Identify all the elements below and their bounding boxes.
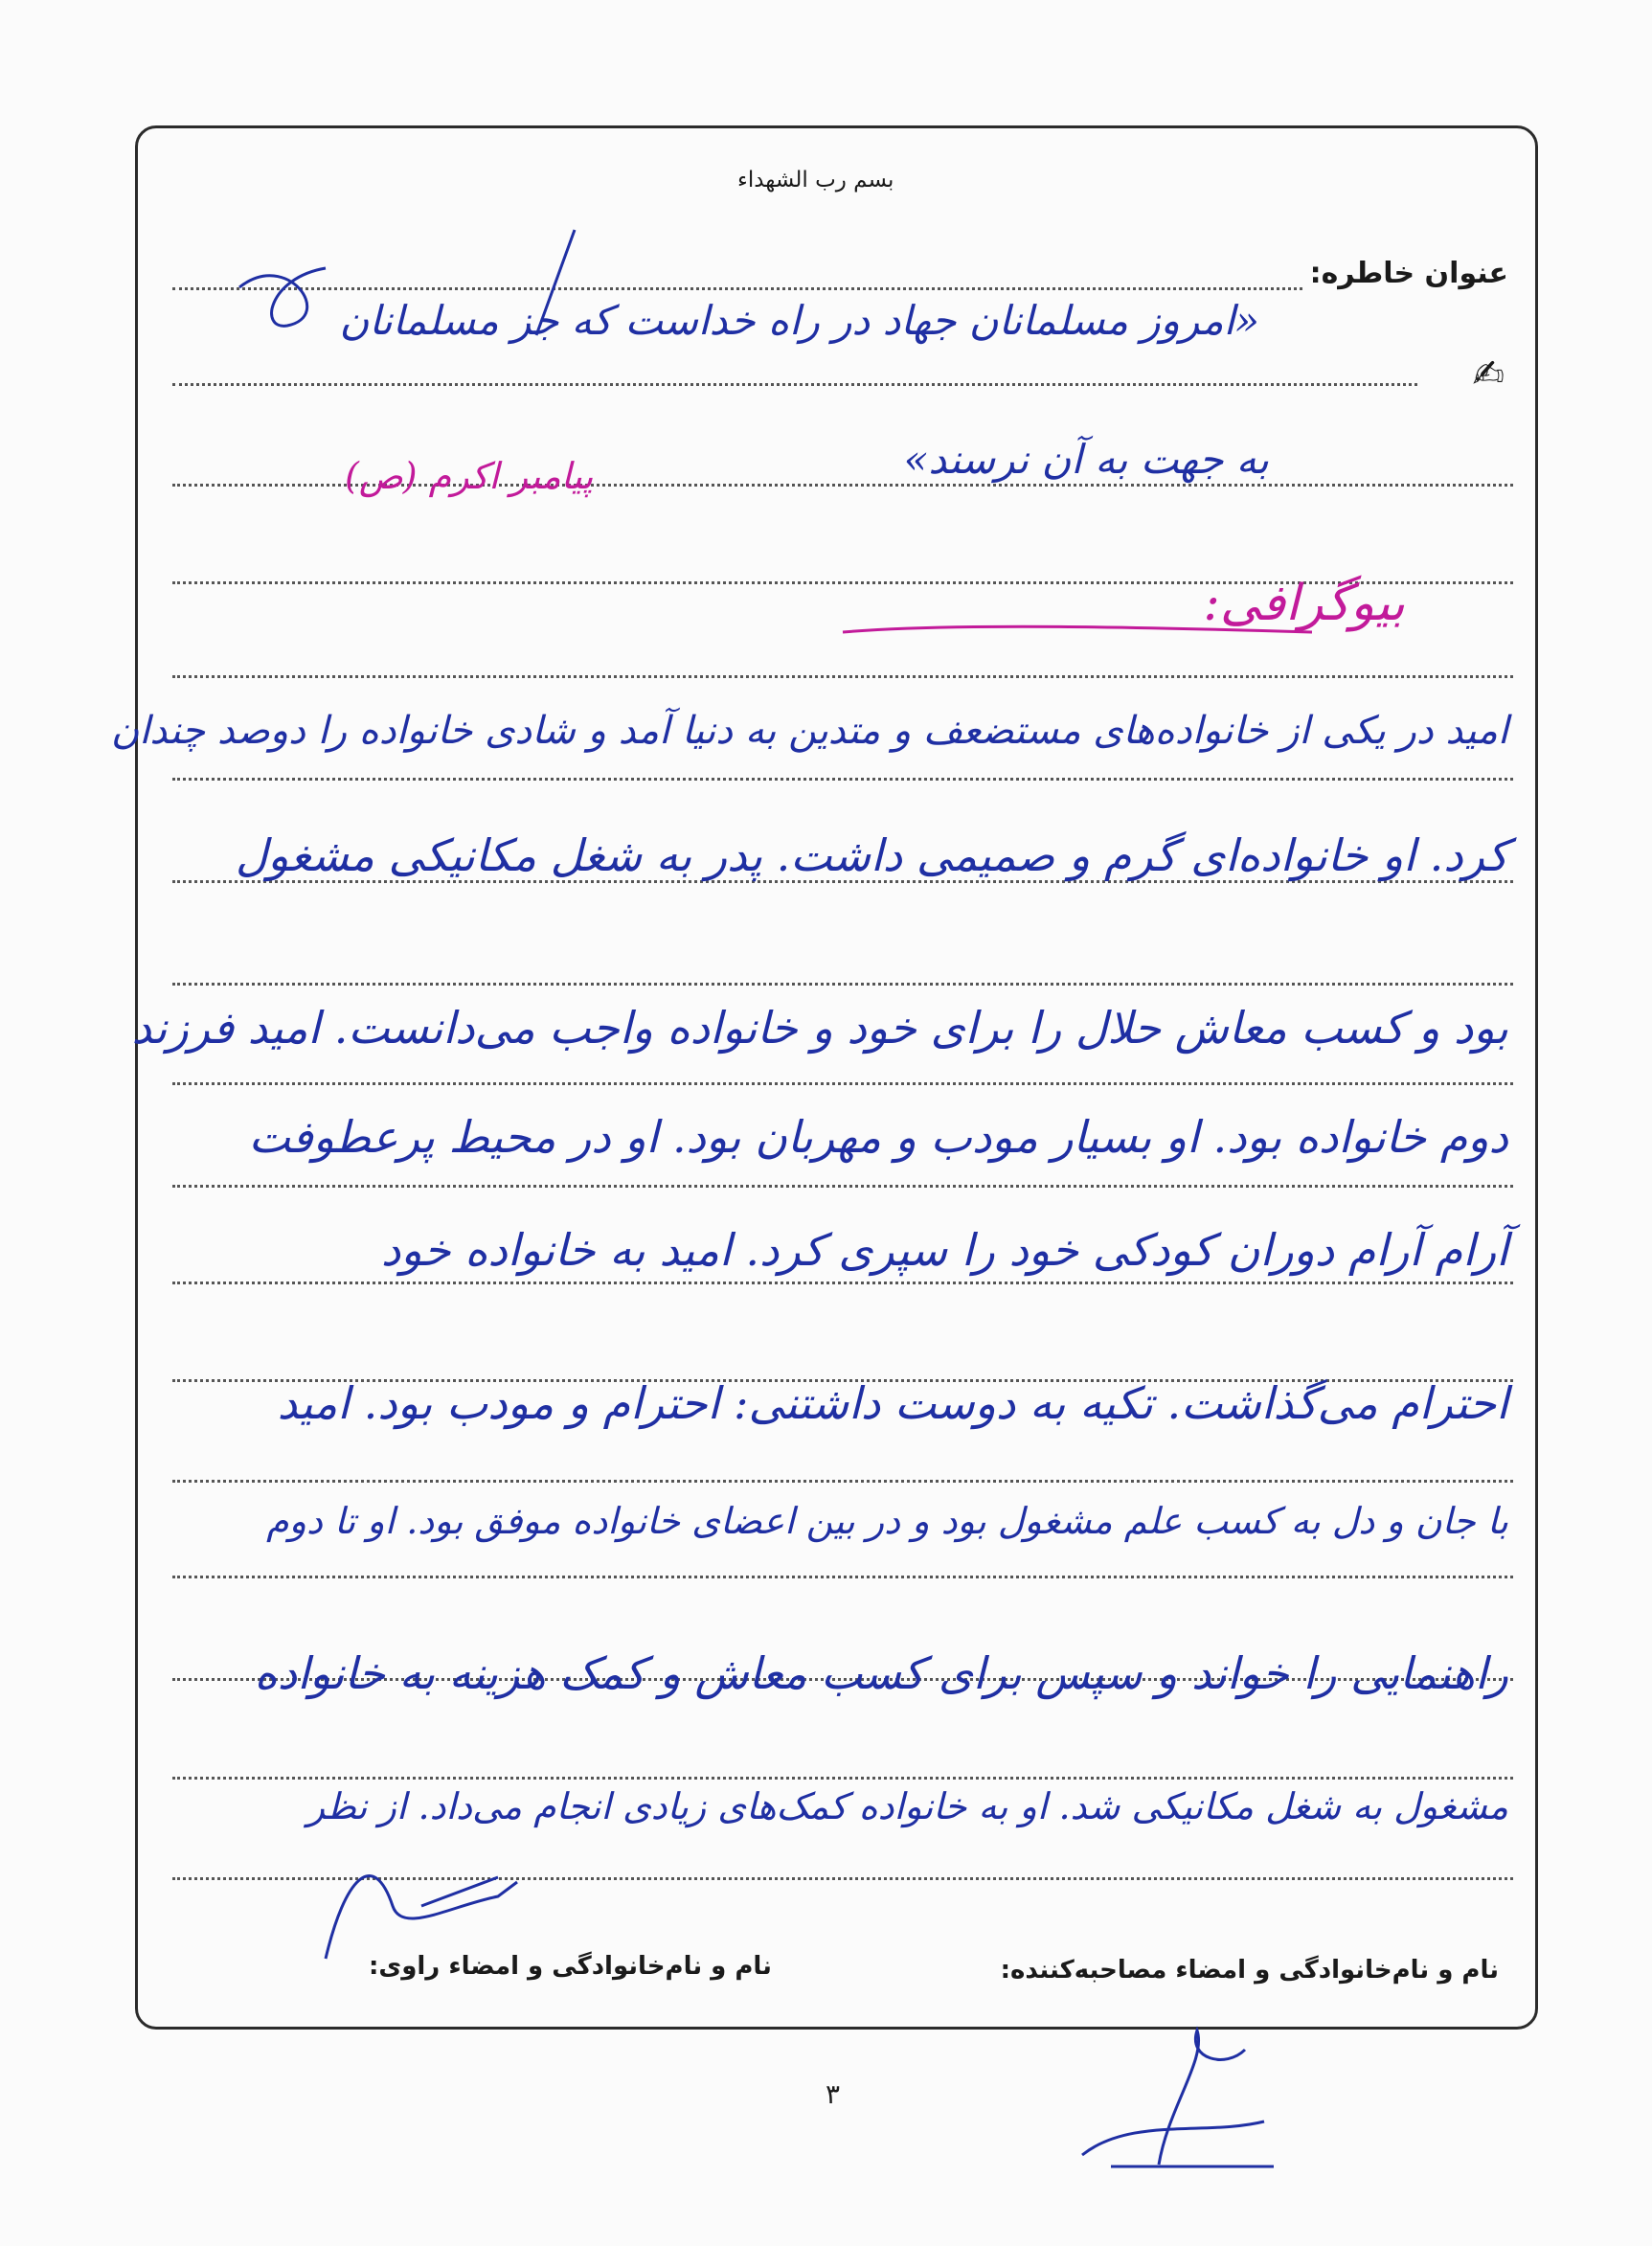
handwritten-body-line: با جان و دل به کسب علم مشغول بود و در بین اعضای خانواده موفق بود. او تا دوم (266, 1500, 1508, 1542)
form-frame (135, 125, 1538, 2030)
handwritten-body-line: راهنمایی را خواند و سپس برای کسب معاش و کمک هزینه به خانواده (254, 1647, 1508, 1699)
handwritten-body-line: احترام می‌گذاشت. تکیه به دوست داشتنی: احترام و مودب بود. امید (277, 1377, 1508, 1429)
dotted-line (172, 1576, 1513, 1578)
handwritten-title-line2: به جهت به آن نرسند» (903, 436, 1269, 483)
dotted-line (172, 1777, 1513, 1780)
dotted-line (172, 1877, 1513, 1880)
dotted-line (172, 778, 1513, 781)
handwritten-body-line: مشغول به شغل مکانیکی شد. او به خانواده کمک‌های زیادی انجام می‌داد. از نظر (306, 1785, 1508, 1827)
dotted-line (172, 1082, 1513, 1085)
handwritten-body-line: کرد. او خانواده‌ای گرم و صمیمی داشت. پدر به شغل مکانیکی مشغول (235, 829, 1508, 881)
handwritten-body-line: دوم خانواده بود. او بسیار مودب و مهربان بود. او در محیط پرعطوفت (248, 1111, 1508, 1163)
dotted-line (172, 1185, 1513, 1188)
page-number: ۳ (826, 2078, 841, 2110)
dotted-line (172, 1282, 1513, 1284)
handwritten-attribution: پیامبر اکرم (ص) (345, 455, 594, 497)
handwritten-body-line: امید در یکی از خانواده‌های مستضعف و متدین به دنیا آمد و شادی خانواده را دوصد چندان (110, 709, 1508, 753)
handwritten-body-line: آرام آرام دوران کودکی خود را سپری کرد. امید به خانواده خود (380, 1224, 1508, 1276)
title-dotted-line (172, 287, 1302, 290)
dotted-line (172, 675, 1513, 678)
handwritten-title-line1: «امروز مسلمانان جهاد در راه خداست که جز مسلمانان (339, 297, 1259, 344)
pen-icon: ✍ (1472, 352, 1505, 397)
dotted-line (172, 983, 1513, 986)
handwritten-heading: بیوگرافی: (1203, 575, 1405, 632)
interviewer-signature-label: نام و نام‌خانوادگی و امضاء مصاحبه‌کننده: (1000, 1956, 1499, 1985)
narrator-signature-label: نام و نام‌خانوادگی و امضاء راوی: (369, 1952, 772, 1981)
handwritten-body-line: بود و کسب معاش حلال را برای خود و خانواده واجب می‌دانست. امید فرزند (131, 1002, 1508, 1054)
dotted-line (172, 383, 1417, 386)
interviewer-signature (1082, 2030, 1274, 2167)
title-label: عنوان خاطره: (1309, 257, 1508, 290)
bismillah-header: بسم رب الشهداء (737, 168, 894, 193)
dotted-line (172, 1480, 1513, 1483)
